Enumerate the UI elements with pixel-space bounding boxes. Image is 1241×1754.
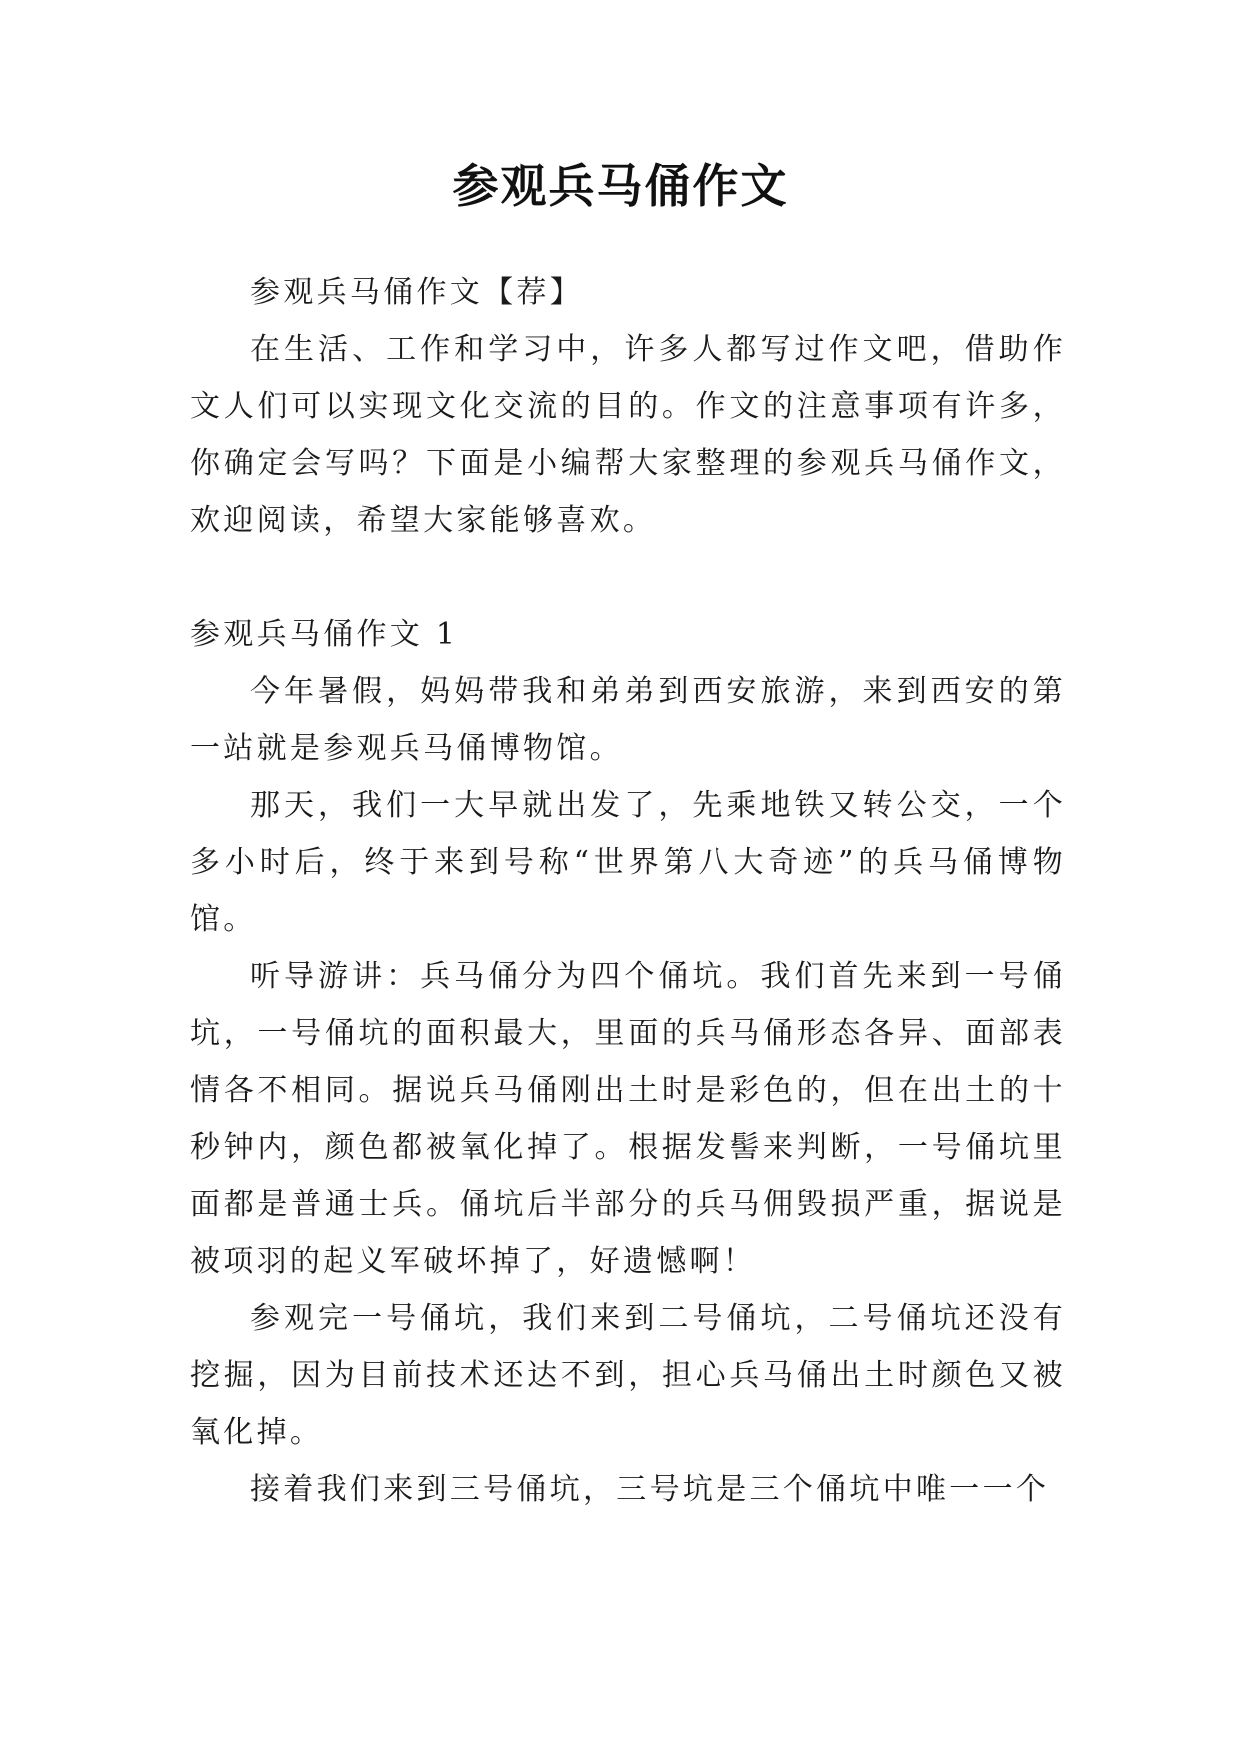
body-paragraph: 接着我们来到三号俑坑，三号坑是三个俑坑中唯一一个 [250, 1472, 1050, 1507]
document-body [190, 264, 1066, 1518]
subtitle-paragraph: 参观兵马俑作文【荐】 [250, 275, 583, 310]
body-paragraph: 那天，我们一大早就出发了，先乘地铁又转公交，一个多小时后，终于来到号称“世界第八大奇迹”的兵马俑博物馆。 [190, 788, 1066, 937]
document-title: 参观兵马俑作文 [452, 159, 789, 213]
body-paragraph: 听导游讲：兵马俑分为四个俑坑。我们首先来到一号俑坑，一号俑坑的面积最大，里面的兵马俑形态各异、面部表情各不相同。据说兵马俑刚出土时是彩色的，但在出土的十秒钟内，颜色都被氧化掉了。根据发髻来判断，一号俑坑里面都是普通士兵。俑坑后半部分的兵马佣毁损严重，据说是被项羽的起义军破坏掉了，好遗憾啊！ [190, 959, 1066, 1279]
body-paragraph: 今年暑假，妈妈带我和弟弟到西安旅游，来到西安的第一站就是参观兵马俑博物馆。 [190, 674, 1066, 766]
body-paragraph: 参观完一号俑坑，我们来到二号俑坑，二号俑坑还没有挖掘，因为目前技术还达不到，担心兵马俑出土时颜色又被氧化掉。 [190, 1301, 1066, 1450]
intro-paragraph: 在生活、工作和学习中，许多人都写过作文吧，借助作文人们可以实现文化交流的目的。作文的注意事项有许多，你确定会写吗？下面是小编帮大家整理的参观兵马俑作文，欢迎阅读，希望大家能够喜欢。 [190, 332, 1066, 538]
section-heading: 参观兵马俑作文 1 [190, 617, 459, 652]
paragraph-gap [190, 549, 1066, 606]
